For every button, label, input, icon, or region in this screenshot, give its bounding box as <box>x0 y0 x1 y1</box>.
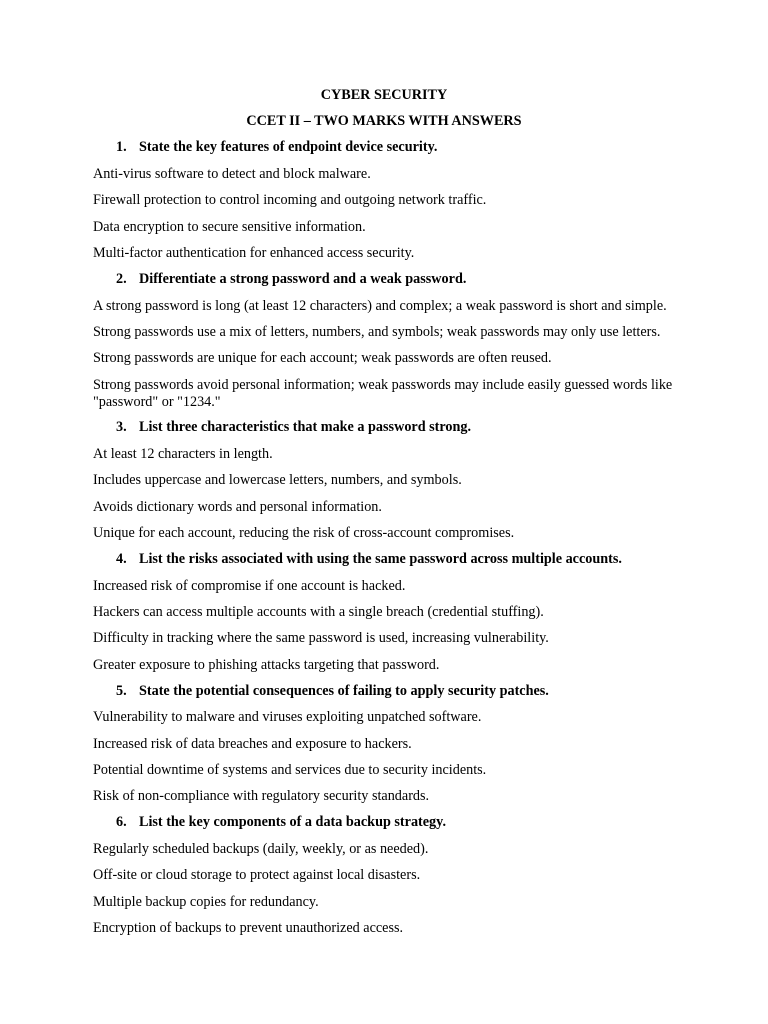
question-heading-2 <box>116 270 466 288</box>
question-heading-6 <box>116 813 446 831</box>
answer-item: A strong password is long (at least 12 characters) and complex; a weak password is short and simple. <box>93 298 667 314</box>
answer-item: Encryption of backups to prevent unauthorized access. <box>93 920 404 936</box>
answer-item: Multiple backup copies for redundancy. <box>93 894 319 910</box>
question-heading-1 <box>116 138 437 156</box>
answer-item: Greater exposure to phishing attacks targeting that password. <box>93 657 440 673</box>
answer-item: Vulnerability to malware and viruses exploiting unpatched software. <box>93 709 482 725</box>
answer-item: Firewall protection to control incoming and outgoing network traffic. <box>93 192 487 208</box>
answer-item: Strong passwords are unique for each account; weak passwords are often reused. <box>93 350 552 366</box>
answer-item: Avoids dictionary words and personal information. <box>93 499 382 515</box>
answer-item: Potential downtime of systems and services due to security incidents. <box>93 762 487 778</box>
answer-item: Data encryption to secure sensitive information. <box>93 219 366 235</box>
question-number: 4. <box>116 551 127 567</box>
answer-item: Strong passwords avoid personal information; weak passwords may include easily guessed words like "password" or "1234." <box>93 377 673 410</box>
question-text: State the key features of endpoint device security. <box>139 139 438 155</box>
question-number: 6. <box>116 814 127 830</box>
question-text: List the key components of a data backup strategy. <box>139 814 447 830</box>
question-heading-5 <box>116 682 549 700</box>
document-subtitle: CCET II – TWO MARKS WITH ANSWERS <box>246 113 522 129</box>
question-text: State the potential consequences of failing to apply security patches. <box>139 683 549 699</box>
answer-item: Strong passwords use a mix of letters, numbers, and symbols; weak passwords may only use letters. <box>93 324 661 340</box>
answer-item: Hackers can access multiple accounts with a single breach (credential stuffing). <box>93 604 544 620</box>
question-text: List three characteristics that make a password strong. <box>139 419 472 435</box>
question-number: 3. <box>116 419 127 435</box>
answer-item: Increased risk of compromise if one account is hacked. <box>93 578 406 594</box>
question-number: 2. <box>116 271 127 287</box>
question-number: 5. <box>116 683 127 699</box>
question-number: 1. <box>116 139 127 155</box>
answer-item: Increased risk of data breaches and exposure to hackers. <box>93 736 412 752</box>
question-text: List the risks associated with using the same password across multiple accounts. <box>139 551 622 567</box>
answer-item: Risk of non-compliance with regulatory security standards. <box>93 788 430 804</box>
answer-item: Difficulty in tracking where the same password is used, increasing vulnerability. <box>93 630 549 646</box>
question-heading-4 <box>116 550 622 568</box>
answer-item: Includes uppercase and lowercase letters, numbers, and symbols. <box>93 472 462 488</box>
answer-item: Unique for each account, reducing the risk of cross-account compromises. <box>93 525 515 541</box>
question-text: Differentiate a strong password and a weak password. <box>139 271 467 287</box>
document-title: CYBER SECURITY <box>320 87 448 103</box>
answer-item: At least 12 characters in length. <box>93 446 273 462</box>
answer-item: Anti-virus software to detect and block malware. <box>93 166 371 182</box>
answer-item: Off-site or cloud storage to protect against local disasters. <box>93 867 421 883</box>
question-heading-3 <box>116 418 471 436</box>
answer-item: Multi-factor authentication for enhanced access security. <box>93 245 415 261</box>
answer-item: Regularly scheduled backups (daily, weekly, or as needed). <box>93 841 429 857</box>
